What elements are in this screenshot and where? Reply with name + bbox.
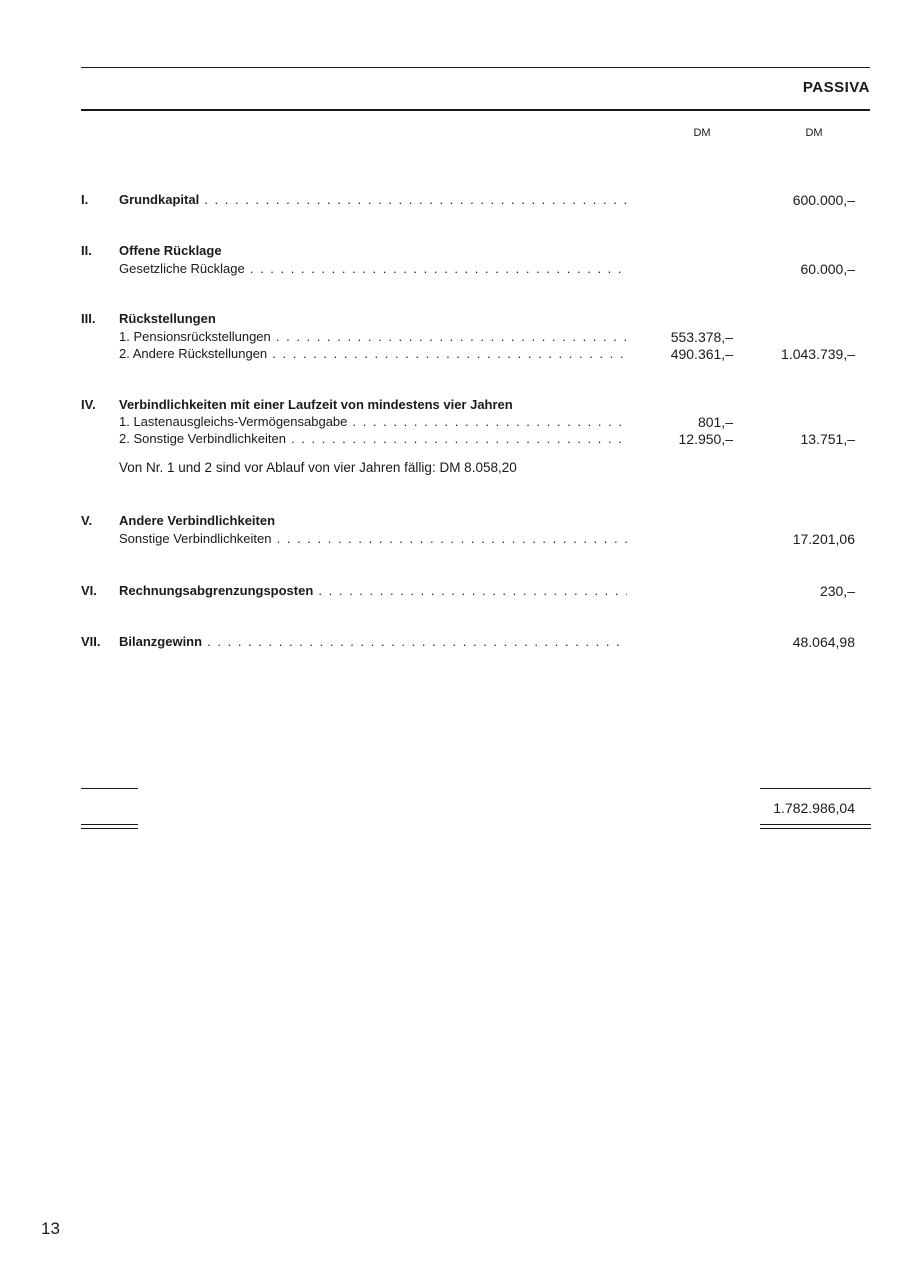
section-3-heading: Rückstellungen: [119, 311, 216, 326]
section-1-line: [119, 192, 627, 207]
section-1-number: I.: [81, 192, 89, 207]
section-5-heading: Andere Verbindlichkeiten: [119, 513, 276, 528]
section-6-line: [119, 583, 627, 598]
left-double-rule-top: [81, 824, 138, 825]
left-sum-rule: [81, 788, 138, 789]
leader-dots: [272, 531, 628, 546]
section-4-line-2-label: 2. Sonstige Verbindlichkeiten: [119, 431, 286, 446]
section-5-total: 17.201,06: [792, 531, 855, 547]
section-6-heading: Rechnungsabgrenzungsposten: [119, 583, 314, 598]
section-4-line-1: [119, 414, 627, 429]
section-1-heading: Grundkapital: [119, 192, 200, 207]
section-7-line: [119, 634, 627, 649]
right-sum-rule: [760, 788, 871, 789]
section-5-line-1: [119, 531, 627, 546]
column-2-unit: DM: [805, 127, 823, 139]
section-4-line-2: [119, 431, 627, 446]
right-double-rule-top: [760, 824, 871, 825]
header-thick-rule: [81, 109, 870, 111]
grand-total: 1.782.986,04: [773, 800, 855, 816]
section-2-line-1: [119, 261, 627, 276]
section-4-note: Von Nr. 1 und 2 sind vor Ablauf von vier Jahren fällig: DM 8.058,20: [119, 460, 517, 475]
section-3-number: III.: [81, 311, 96, 326]
section-2-number: II.: [81, 243, 92, 258]
page-number: 13: [41, 1219, 60, 1238]
section-2-heading: Offene Rücklage: [119, 243, 222, 258]
section-3-line-2-value: 490.361,–: [670, 346, 733, 362]
leader-dots: [202, 634, 627, 649]
section-6-total: 230,–: [819, 583, 855, 599]
section-3-total: 1.043.739,–: [781, 346, 855, 362]
section-1-total: 600.000,–: [792, 192, 855, 208]
section-3-line-2-label: 2. Andere Rückstellungen: [119, 346, 268, 361]
section-4-number: IV.: [81, 397, 96, 412]
leader-dots: [313, 583, 627, 598]
leader-dots: [271, 329, 627, 344]
section-5-number: V.: [81, 513, 93, 528]
page-title: PASSIVA: [802, 79, 870, 96]
leader-dots: [199, 192, 627, 207]
section-3-line-1: [119, 329, 627, 344]
section-4-line-1-label: 1. Lastenausgleichs-Vermögensabgabe: [119, 414, 348, 429]
section-7-total: 48.064,98: [792, 634, 855, 650]
section-3-line-2: [119, 346, 627, 361]
section-6-number: VI.: [81, 583, 97, 598]
section-4-heading: Verbindlichkeiten mit einer Laufzeit von mindestens vier Jahren: [119, 397, 513, 412]
section-3-line-1-value: 553.378,–: [670, 329, 733, 345]
section-5-line-1-label: Sonstige Verbindlichkeiten: [119, 531, 272, 546]
section-4-line-1-value: 801,–: [697, 414, 733, 430]
section-7-heading: Bilanzgewinn: [119, 634, 203, 649]
leader-dots: [245, 261, 627, 276]
section-4-total: 13.751,–: [800, 431, 855, 447]
left-double-rule-bottom: [81, 828, 138, 829]
right-double-rule-bottom: [760, 828, 871, 829]
section-7-number: VII.: [81, 634, 101, 649]
section-4-line-2-value: 12.950,–: [678, 431, 733, 447]
leader-dots: [267, 346, 627, 361]
section-2-total: 60.000,–: [800, 261, 855, 277]
top-rule: [81, 67, 870, 68]
section-3-line-1-label: 1. Pensionsrückstellungen: [119, 329, 271, 344]
column-1-unit: DM: [693, 127, 711, 139]
leader-dots: [286, 431, 627, 446]
leader-dots: [347, 414, 627, 429]
section-2-line-1-label: Gesetzliche Rücklage: [119, 261, 245, 276]
